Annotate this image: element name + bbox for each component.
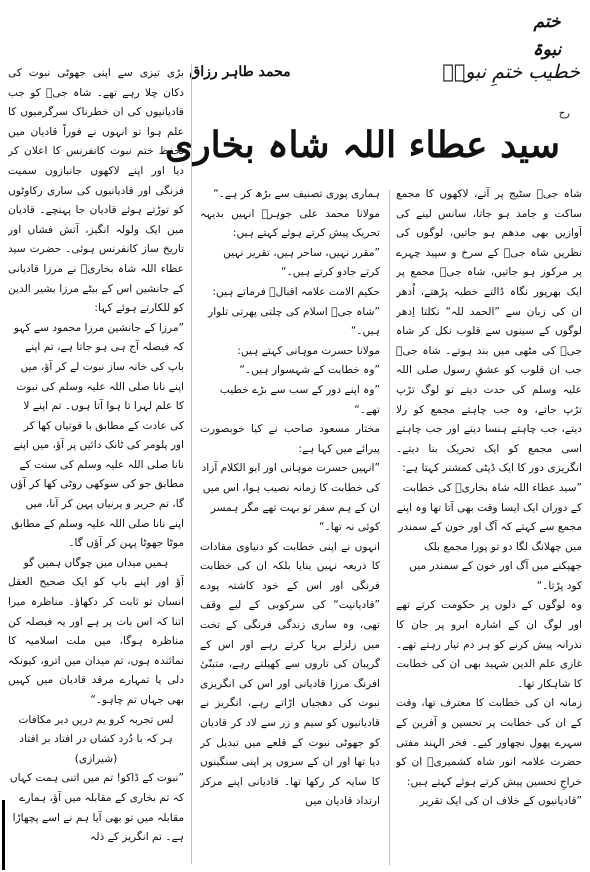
quote: ”مرزا کے جانشین مرزا محمود سے کہو کہ فیصلہ آج ہی ہو جاتا ہے، تم اپنے باپ کی خانہ ساز نبوت لے کر آؤ، میں اپنے نانا صلی اللہ علیہ وسلم کی نبوت کا علم لہرا تا ہوا آتا ہوں۔ تم اپنے لا کی عادت کے مطابق با قوتیاں کھا کر اور پلومر کی ٹانک دائیں پر آؤ، میں اپنے نانا صلی اللہ علیہ وسلم کی سنت کے مطابق جو کی سوکھی روٹی کھا کر آؤں گا، تم حریر و پرنیاں پہن کر آنا، میں اپنے نانا صلی اللہ علیہ وسلم کے مطابق موٹا جھوٹا پہن کر آؤں گا۔ bbox=[10, 321, 184, 550]
margin-bar bbox=[2, 800, 5, 870]
paragraph: آؤ اور اپنے باپ کو ایک صحیح العقل انسان تو ثابت کر دکھاؤ۔ مناظرہ میرا اتنا کہ اس بات پر ہے اور یہ فیصلہ کن مناظرہ ہوگا، میں ملت اسلامیہ کا نمائندہ ہوں، تم میدان میں اترو، کیونکہ دلی یا تمہارے مرقد قادیان میں کہیں بھی جہاں تم چاہو۔“ bbox=[8, 576, 184, 706]
khatm-e-nubuwwat-logo: ختم نبوۃ bbox=[532, 12, 562, 60]
verse-line: ہمیں میداں میں چوگاں ہمیں گو bbox=[23, 556, 169, 569]
quote: ”انہیں حسرت موہانی اور ابو الکلام آزاد کی خطابت کا زمانہ نصیب ہوا، اس میں ان کے ہم سفر تو بہت تھے مگر ہمسر کوئی نہ تھا۔“ bbox=[201, 462, 380, 534]
paragraph: ہماری پوری تصنیف سے بڑھ کر ہے۔“ bbox=[213, 188, 380, 200]
column-right bbox=[396, 185, 582, 870]
poet-attribution: (شیرازی) bbox=[74, 752, 118, 765]
quote: ”سید عطاء اللہ شاہ بخاریؒ کی خطابت کے دوران ایک ایسا وقت بھی آتا تھا وہ اپنے مجمع سے کہتے کہ آگ اور خون کے سمندر میں چھلانگ لگا دو تو پورا مجمع بلک جھپکنے میں آگ اور خون کے سمندر میں کود پڑتا۔“ bbox=[396, 481, 582, 592]
paragraph: مولانا محمد علی جوہرؒ انہیں بدیہہ تحریک پیش کرتے ہوئے کہتے ہیں: bbox=[200, 207, 380, 240]
quote: ”مقرر نہیں، ساحر ہیں، تقریر نہیں کرتے جادو کرتے ہیں۔“ bbox=[223, 246, 380, 279]
title-honorific: رح bbox=[558, 108, 570, 119]
column-left bbox=[8, 64, 184, 870]
paragraph: حکیم الامت علامہ اقبالؒ فرماتے ہیں: bbox=[212, 285, 380, 298]
paragraph: زمانہ ان کی خطابت کا معترف تھا، وقت کے ان کی خطابت پر تحسین و آفرین کے سہرے پھول نچھاور کیے۔ فخر الہند مفتی حضرت علامہ انور شاہ کشمیریؒ ان کو خراجِ تحسین پیش کرتے ہوئے کہتے ہیں: bbox=[396, 697, 582, 788]
verse-line: لس تجربہ کرو یم دریں دیر مکافات bbox=[18, 713, 174, 726]
paragraph: وہ لوگوں کے دلوں پر حکومت کرتے تھے اور لوگ ان کے اشارہ ابرو پر جان کا نذرانہ پیش کرنے کو ہر دم تیار رہتے تھے۔ غازی علم الدین شہید بھی ان کی خطابت کا شاہکار تھا۔ bbox=[396, 599, 582, 690]
column-divider bbox=[191, 64, 192, 864]
paragraph: مولانا حسرت موہانی کہتے ہیں: bbox=[237, 344, 380, 357]
quote: ”وہ خطابت کے شہسوار ہیں۔“ bbox=[239, 364, 380, 377]
paragraph: مختار مسعود صاحب نے کیا خوبصورت پیرائے میں کہا ہے: bbox=[200, 423, 380, 455]
quote: ”شاہ جیؒ اسلام کی چلتی پھرتی تلوار ہیں۔“ bbox=[208, 305, 380, 338]
author-name: محمد طاہر رزاق bbox=[189, 64, 291, 80]
article-title: سید عطاء اللہ شاہ بخاری bbox=[165, 124, 560, 166]
quote: ”قادیانیوں کے خلاف ان کی ایک تقریر bbox=[419, 795, 582, 808]
quote: ”نبوت کے ڈاکو! تم میں اتنی ہمت کہاں کہ تم بخاری کے مقابلہ میں آؤ، ہمارے مقابلہ میں تو بھی آیا ہم نے اسے پچھاڑا ہے۔ تم انگریز کے ذلہ bbox=[9, 772, 184, 844]
paragraph: انہوں نے اپنی خطابت کو دنیاوی مفادات کا ذریعہ نہیں بنایا بلکہ ان کی خطابت فرنگی اور اس کے خود کاشتہ پودے ”قادیانیت“ کی سرکوبی کے لیے وقف تھی، وہ ساری زندگی فرنگی کے تخت میں زلزلے برپا کرتے رہے اور اس کے گریبان کی تاروں سے کھیلتے رہے، متبنّیٔ افرنگ مرزا قادیانی اور اس کی انگریزی نبوت کی دھجیاں اڑاتے رہے، انگریز نے قادیانیوں کو سیم و زر سے لاد کر قادیان کو جھوٹی نبوت کے قلعے میں تبدیل کر دیا تھا اور ان کے سروں پر اپنی سنگینوں کا سایہ کر رکھا تھا۔ قادیانی اپنے مرکز ارتداد قادیان میں bbox=[200, 540, 380, 808]
paragraph: بڑی تیزی سے اپنی جھوٹی نبوت کی دکان چلا رہے تھے۔ شاہ جیؒ کو جب قادیانیوں کی ان خطرناک سرگرمیوں کا علم ہوا تو انہوں نے فوراً قادیان میں تحفظ ختم نبوت کانفرنس کا اعلان کر دیا اور اپنے لاکھوں جانبازوں سمیت فرنگی اور قادیانیوں کی ساری رکاوٹوں کو توڑتے ہوئے قادیان جا پہنچے۔ قادیان میں ایک ولولہ انگیز، آتش فشاں اور تاریخ ساز کانفرنس ہوئی۔ حضرت سید عطاء اللہ شاہ بخاریؒ نے مرزا قادیانی کے جانشین اس کے بیٹے مرزا بشیر الدین کو للکارتے ہوئے کہا: bbox=[8, 67, 184, 315]
column-divider bbox=[389, 190, 390, 865]
section-title: خطیب ختمِ نبوتؐ bbox=[442, 61, 580, 83]
column-middle bbox=[200, 185, 380, 870]
quote: ”وہ اپنے دور کے سب سے بڑے خطیب تھے۔“ bbox=[219, 383, 380, 416]
verse-line: ہر کہ با دُرد کشاں در افتاد بر افتاد bbox=[19, 733, 173, 746]
paragraph: شاہ جیؒ سٹیج پر آتے، لاکھوں کا مجمع ساکت و جامد ہو جاتا، سانس لینے کی آوازیں بھی مدھم ہو جاتیں، لوگوں کی نظریں شاہ جیؒ کے سرخ و سپید چہرے پر مرکوز ہو جاتیں، شاہ جیؒ مجمع پر ایک بھرپور نگاہ ڈالتے خطبہ پڑھتے، اُدھر ان کی زبان سے ”الحمد للہ“ نکلتا اِدھر لوگوں کے سینوں سے قلوب نکل کر شاہ جیؒ کی مٹھی میں بند ہوتے۔ شاہ جیؒ جب ان قلوب کو عشقِ رسول صلی اللہ علیہ وسلم کی حدت دیتے تو لوگ تڑپ تڑپ جاتے، وہ جب چاہتے مجمع کو رلا دیتے، جب چاہتے ہنسا دیتے اور جب چاہتے اسی مجمع کو ایک تحریک بنا دیتے۔ انگریزی دور کا ایک ڈپٹی کمشنر کہتا ہے: bbox=[396, 188, 582, 475]
